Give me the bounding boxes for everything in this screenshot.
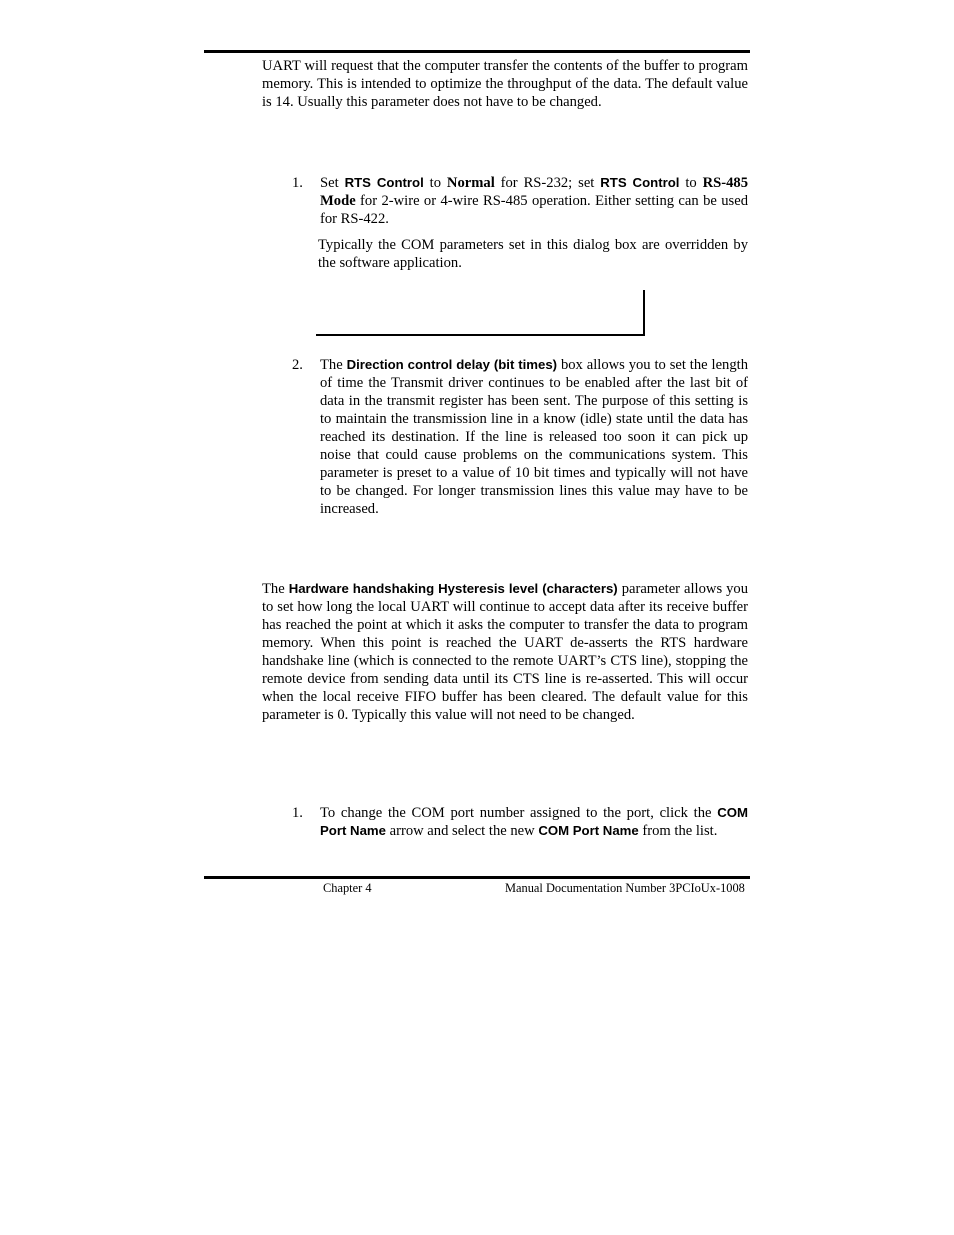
rs485-mode-term: RS-485 Mode [320, 175, 749, 209]
list-number-1: 1. [292, 175, 303, 191]
text-fragment: for 2-wire or 4-wire RS-485 operation. Either setting can be used for RS-422. [320, 193, 748, 227]
text-fragment: from the list. [638, 823, 718, 839]
footer-doc-number: Manual Documentation Number 3PCIoUx-1008 [505, 881, 745, 895]
text-fragment: To change the COM port number assigned to the port, click the [320, 805, 718, 821]
direction-control-term: Direction control delay (bit times) [346, 357, 558, 372]
list-number-3: 1. [292, 805, 303, 821]
hysteresis-paragraph [262, 580, 748, 724]
intro-paragraph: UART will request that the computer transfer the contents of the buffer to program memory. This is intended to optimize the throughput of the data. The default value is 14. Usually this parameter does not have to be changed. [262, 58, 748, 110]
text-fragment: The [320, 357, 347, 373]
footer-chapter: Chapter 4 [323, 881, 372, 895]
figure-box-bottom-edge [316, 334, 645, 336]
list-number-2: 2. [292, 357, 303, 373]
text-fragment: Set [320, 175, 345, 191]
text-fragment: to [423, 175, 447, 191]
com-port-item [320, 804, 748, 840]
text-fragment: to [679, 175, 703, 191]
rts-control-term: RTS Control [600, 175, 680, 190]
text-fragment: parameter allows you to set how long the local UART will continue to accept data after its receive buffer has reached the point at which it asks the computer to transfer the data to program memory. When this point is reached the UART de-asserts the RTS hardware handshake line (which is connected to the remote UART’s CTS line), stopping the remote device from sending data until its CTS line is re-asserted. This will occur when the local receive FIFO buffer has been cleared. The default value for this parameter is 0. Typically this value will not need to be changed. [262, 581, 748, 723]
figure-box-right-edge [643, 290, 645, 336]
header-rule [204, 50, 750, 53]
rts-control-item [320, 174, 748, 228]
text-fragment: box allows you to set the length of time the Transmit driver continues to be enabled after the last bit of data in the transmit register has been sent. The purpose of this setting is to maintain the transmission line in a know (idle) state until the data has reached its destination. If the line is released too soon it can pick up noise that could cause problems on the communications system. This parameter is preset to a value of 10 bit times and typically will not have to be changed. For longer transmission lines this value may have to be increased. [320, 357, 748, 517]
text-fragment: The [262, 581, 289, 597]
footer-rule [204, 876, 750, 879]
rts-control-term: RTS Control [344, 175, 424, 190]
hysteresis-term: Hardware handshaking Hysteresis level (characters) [288, 581, 618, 596]
direction-control-item [320, 356, 748, 518]
com-port-name-term: COM Port Name [320, 805, 748, 838]
note-paragraph: Typically the COM parameters set in this dialog box are overridden by the software application. [318, 237, 748, 271]
normal-term: Normal [446, 175, 495, 191]
text-fragment: for RS-232; set [494, 175, 601, 191]
text-fragment: arrow and select the new [385, 823, 539, 839]
com-port-name-term: COM Port Name [538, 823, 639, 838]
